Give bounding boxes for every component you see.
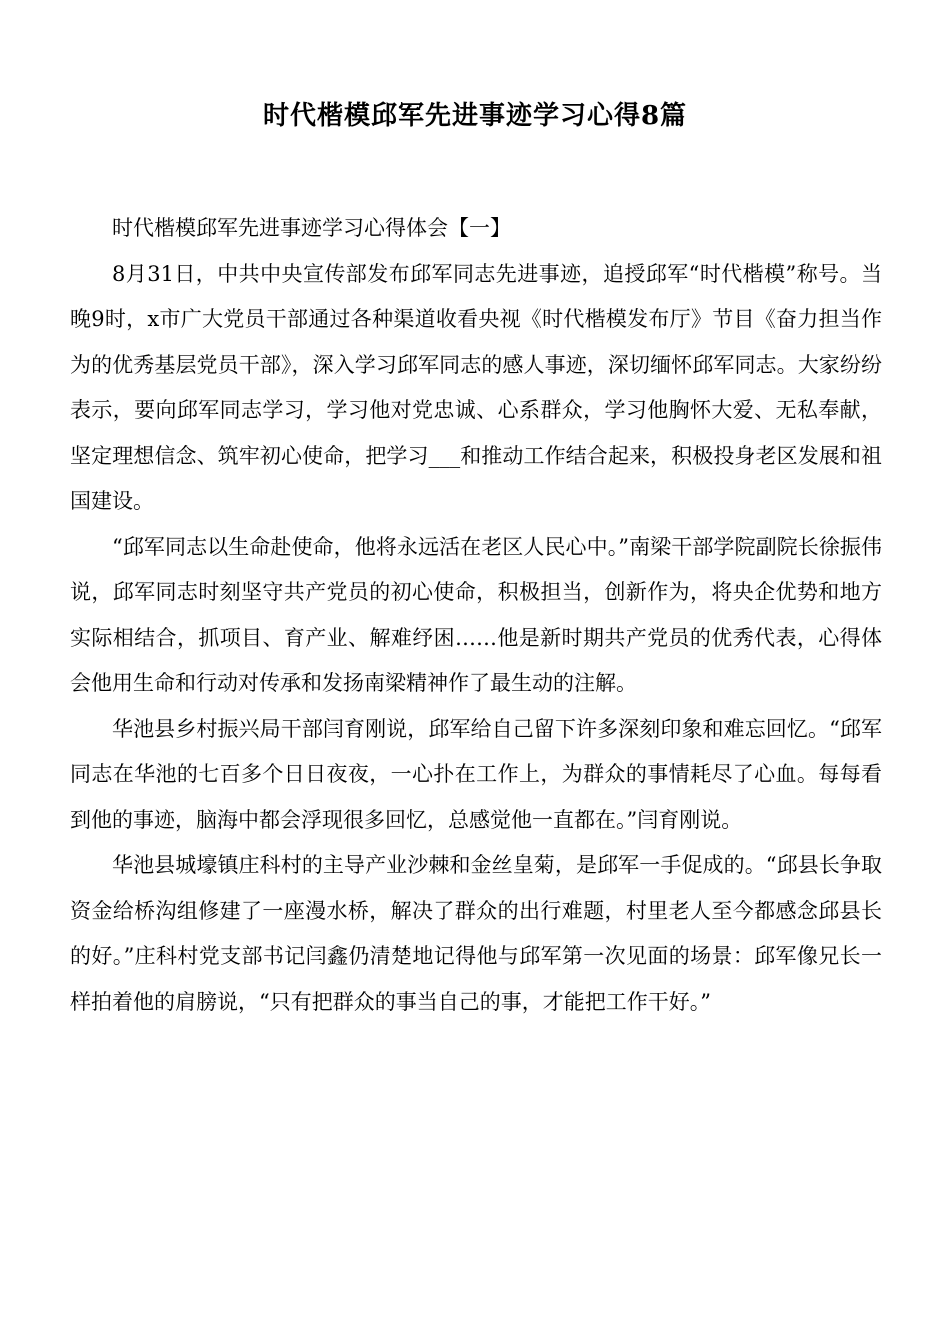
paragraph-4: 华池县城壕镇庄科村的主导产业沙棘和金丝皇菊，是邱军一手促成的。“邱县长争取资金给桥沟组修建了一座漫水桥，解决了群众的出行难题，村里老人至今都感念邱县长的好。”庄科村党支部书记闫鑫仍清楚地记得他与邱军第一次见面的场景：邱军像兄长一样拍着他的肩膀说，“只有把群众的事当自己的事，才能把工作干好。” bbox=[70, 853, 882, 1014]
paragraph-2: “邱军同志以生命赴使命，他将永远活在老区人民心中。”南梁干部学院副院长徐振伟说，邱军同志时刻坚守共产党员的初心使命，积极担当，创新作为，将央企优势和地方实际相结合，抓项目、育产业、解难纾困……他是新时期共产党员的优秀代表，心得体会他用生命和行动对传承和发扬南梁精神作了最生动的注解。 bbox=[70, 534, 882, 695]
document-title: 时代楷模邱军先进事迹学习心得8篇 bbox=[262, 101, 688, 131]
document-body bbox=[70, 206, 882, 1025]
section-heading: 时代楷模邱军先进事迹学习心得体会【一】 bbox=[112, 216, 511, 240]
paragraph-3: 华池县乡村振兴局干部闫育刚说，邱军给自己留下许多深刻印象和难忘回忆。“邱军同志在华池的七百多个日日夜夜，一心扑在工作上，为群众的事情耗尽了心血。每每看到他的事迹，脑海中都会浮现很多回忆，总感觉他一直都在。”闫育刚说。 bbox=[70, 716, 882, 832]
paragraph-1: 8月31日，中共中央宣传部发布邱军同志先进事迹，追授邱军“时代楷模”称号。当晚9时，x市广大党员干部通过各种渠道收看央视《时代楷模发布厅》节目《奋力担当作为的优秀基层党员干部》，深入学习邱军同志的感人事迹，深切缅怀邱军同志。大家纷纷表示，要向邱军同志学习，学习他对党忠诚、心系群众，学习他胸怀大爱、无私奉献，坚定理想信念、筑牢初心使命，把学习___和推动工作结合起来，积极投身老区发展和祖国建设。 bbox=[70, 261, 882, 513]
